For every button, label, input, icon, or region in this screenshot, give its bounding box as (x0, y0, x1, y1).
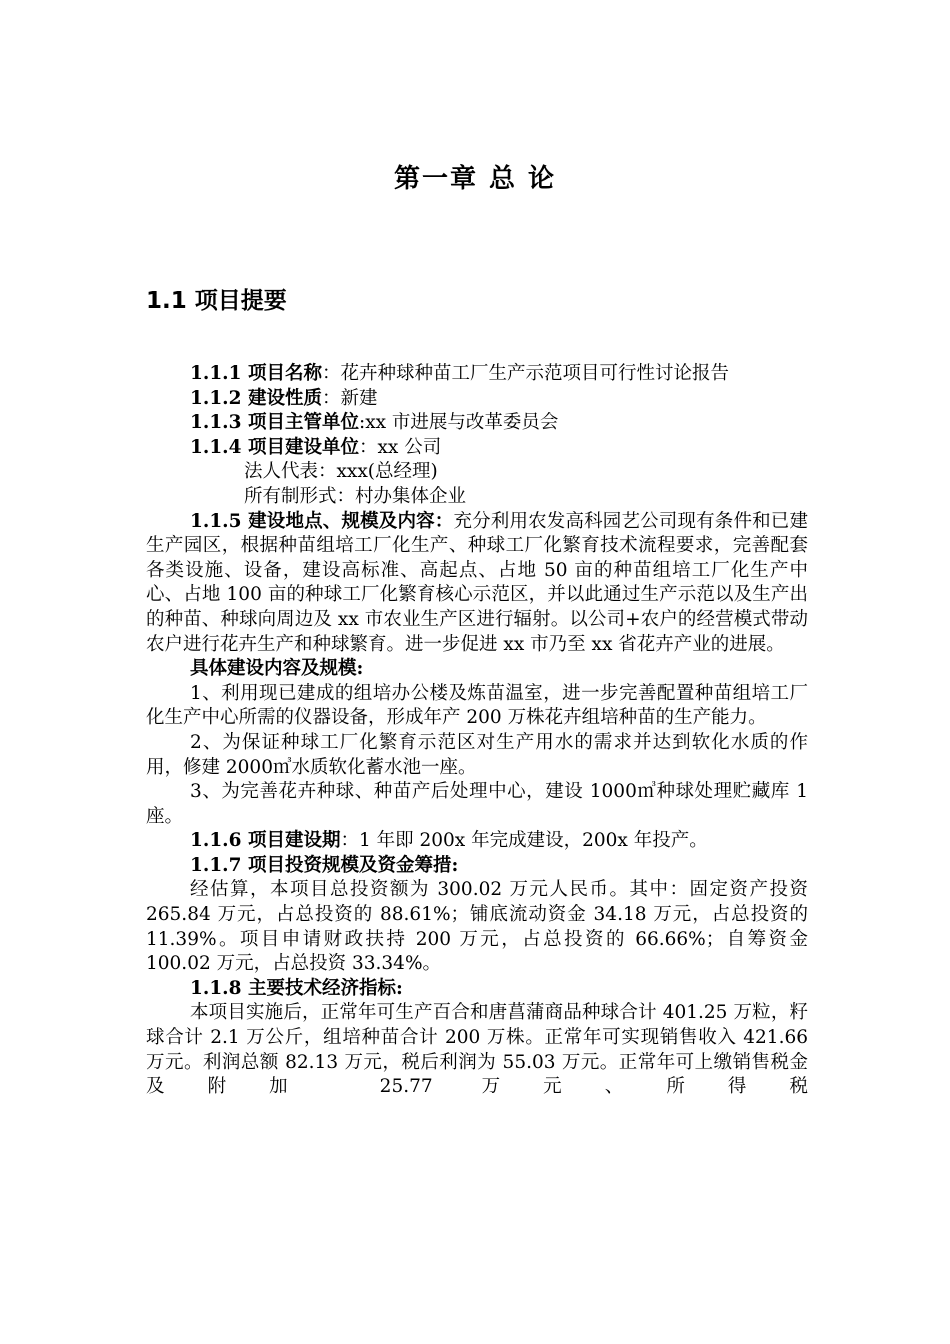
document-body (146, 362, 808, 1100)
item-separator: ： (321, 387, 341, 409)
item-text: 1 年即 200x 年完成建设，200x 年投产。 (358, 830, 708, 852)
item-location-scale (146, 510, 808, 658)
item-investment-text: 经估算，本项目总投资额为 300.02 万元人民币。其中：固定资产投资 265.84 万元，占总投资的 88.61%；铺底流动资金 34.18 万元，占总投资的 11.39%。项目申请财政扶持 200 万元，占总投资的 66.66%；自筹资金 100.02 万元，占总投资 33.34%。 (146, 879, 808, 975)
item-investment-heading: 1.1.7 项目投资规模及资金筹措: (190, 854, 459, 876)
scope-item-1: 1、利用现已建成的组培办公楼及炼苗温室，进一步完善配置种苗组培工厂化生产中心所需的仪器设备，形成年产 200 万株花卉组培种苗的生产能力。 (146, 682, 808, 729)
item-label: 1.1.5 建设地点、规模及内容： (190, 510, 454, 532)
chapter-title: 第一章 总 论 (393, 164, 557, 194)
item-label: 1.1.3 项目主管单位 (190, 412, 359, 434)
legal-representative: 法人代表：xxx(总经理) (244, 461, 438, 483)
item-label: 1.1.4 项目建设单位 (190, 436, 359, 458)
item-text: xx 公司 (377, 436, 442, 458)
item-construction-unit (146, 436, 808, 461)
item-project-name (146, 362, 808, 387)
item-separator: ： (358, 436, 378, 458)
item-indicators-text: 本项目实施后，正常年可生产百合和唐菖蒲商品种球合计 401.25 万粒，籽球合计 2.1 万公斤，组培种苗合计 200 万株。正常年可实现销售收入 421.66 万元。利润总额 82.13 万元，税后利润为 55.03 万元。正常年可上缴销售税金及附加 25.77 万元、所得税 (146, 1002, 808, 1098)
item-indicators-heading: 1.1.8 主要技术经济指标: (190, 977, 403, 999)
scope-item-3: 3、为完善花卉种球、种苗产后处理中心，建设 1000㎥种球处理贮藏库 1 座。 (146, 781, 808, 827)
item-supervising-unit (146, 411, 808, 436)
item-text: xx 市进展与改革委员会 (365, 412, 559, 434)
item-text: 新建 (340, 387, 378, 409)
item-label: 1.1.2 建设性质 (190, 387, 322, 409)
scope-item-2: 2、为保证种球工厂化繁育示范区对生产用水的需求并达到软化水质的作用，修建 2000㎥水质软化蓄水池一座。 (146, 731, 808, 778)
item-text: 充分利用农发高科园艺公司现有条件和已建生产园区，根据种苗组培工厂化生产、种球工厂化繁育技术流程要求，完善配套各类设施、设备，建设高标准、高起点、占地 50 亩的种苗组培工厂化生产中心、占地 100 亩的种球工厂化繁育核心示范区，并以此通过生产示范以及生产出的种苗、种球向周边及 xx 市农业生产区进行辐射。以公司+农户的经营模式带动农户进行花卉生产和种球繁育。进一步促进 xx 市乃至 xx 省花卉产业的进展。 (146, 510, 808, 655)
item-separator: : (358, 412, 366, 434)
scope-heading: 具体建设内容及规模: (190, 658, 364, 680)
ownership-form: 所有制形式：村办集体企业 (244, 485, 467, 507)
item-label: 1.1.6 项目建设期 (190, 830, 341, 852)
item-separator: ： (340, 830, 359, 852)
item-construction-period (146, 829, 808, 854)
item-construction-nature (146, 387, 808, 412)
item-separator: ： (321, 363, 341, 384)
item-text: 花卉种球种苗工厂生产示范项目可行性讨论报告 (340, 363, 729, 384)
section-title: 1.1 项目提要 (146, 288, 287, 314)
item-label: 1.1.1 项目名称 (190, 363, 322, 384)
